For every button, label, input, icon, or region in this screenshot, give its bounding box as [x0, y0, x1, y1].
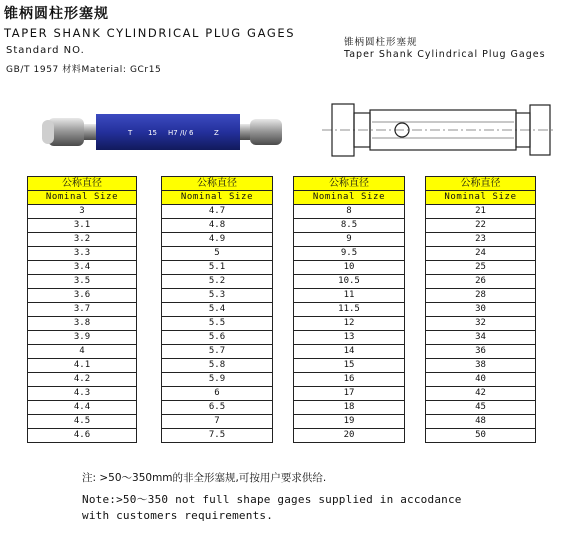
header-en: Nominal Size: [28, 191, 137, 205]
table-row: [426, 331, 536, 345]
size-cell: 3.3: [28, 247, 137, 261]
table-row: [426, 429, 536, 443]
table-row: [426, 373, 536, 387]
size-cell: 40: [426, 373, 536, 387]
plug-gage-drawing: [320, 100, 555, 160]
note-en-line-2: with customers requirements.: [82, 509, 274, 522]
table-row: [28, 261, 137, 275]
table-row: [426, 359, 536, 373]
size-cell: 3.8: [28, 317, 137, 331]
size-cell: 4: [28, 345, 137, 359]
drawing-title-en: Taper Shank Cylindrical Plug Gages: [344, 49, 546, 60]
size-cell: 25: [426, 261, 536, 275]
table-row: [294, 275, 405, 289]
size-cell: 20: [294, 429, 405, 443]
table-row: [294, 387, 405, 401]
table-row: [294, 415, 405, 429]
size-cell: 5.7: [162, 345, 273, 359]
table-row: [426, 345, 536, 359]
size-cell: 3: [28, 205, 137, 219]
size-cell: 4.1: [28, 359, 137, 373]
size-cell: 4.3: [28, 387, 137, 401]
size-cell: 36: [426, 345, 536, 359]
table-row: [294, 345, 405, 359]
size-cell: 3.6: [28, 289, 137, 303]
table-row: [28, 219, 137, 233]
size-cell: 5.2: [162, 275, 273, 289]
table-row: [426, 303, 536, 317]
size-cell: 7: [162, 415, 273, 429]
header-cn: 公称直径: [294, 177, 405, 191]
handle-marking-t: T: [128, 129, 133, 137]
table-row: [426, 233, 536, 247]
table-row: [294, 303, 405, 317]
table-row: [426, 205, 536, 219]
size-cell: 38: [426, 359, 536, 373]
table-row: [294, 233, 405, 247]
size-cell: 42: [426, 387, 536, 401]
size-cell: 5: [162, 247, 273, 261]
table-row: [28, 401, 137, 415]
table-row: [426, 317, 536, 331]
size-cell: 48: [426, 415, 536, 429]
size-cell: 32: [426, 317, 536, 331]
size-cell: 11: [294, 289, 405, 303]
table-row: [162, 331, 273, 345]
handle-marking-size: 15: [148, 129, 157, 137]
table-row: [294, 261, 405, 275]
header-en: Nominal Size: [294, 191, 405, 205]
size-cell: 15: [294, 359, 405, 373]
size-cell: 5.9: [162, 373, 273, 387]
table-row: [28, 373, 137, 387]
header-cn: 公称直径: [28, 177, 137, 191]
size-cell: 6.5: [162, 401, 273, 415]
table-row: [162, 387, 273, 401]
table-row: [28, 289, 137, 303]
size-cell: 4.8: [162, 219, 273, 233]
table-header-row-cn: [426, 177, 536, 191]
drawing-title: [344, 37, 546, 61]
table-row: [162, 247, 273, 261]
size-cell: 4.6: [28, 429, 137, 443]
size-cell: 7.5: [162, 429, 273, 443]
size-cell: 50: [426, 429, 536, 443]
size-cell: 4.5: [28, 415, 137, 429]
handle-marking-tolerance: H7 /I/ 6: [168, 129, 194, 137]
size-cell: 4.4: [28, 401, 137, 415]
table-row: [426, 247, 536, 261]
table-row: [162, 317, 273, 331]
table-row: [162, 205, 273, 219]
standard-label: Standard NO.: [6, 45, 85, 56]
size-cell: 5.1: [162, 261, 273, 275]
size-cell: 8: [294, 205, 405, 219]
size-cell: 19: [294, 415, 405, 429]
table-header-row-en: [294, 191, 405, 205]
size-cell: 9: [294, 233, 405, 247]
size-cell: 3.9: [28, 331, 137, 345]
size-cell: 10: [294, 261, 405, 275]
size-cell: 10.5: [294, 275, 405, 289]
size-cell: 5.4: [162, 303, 273, 317]
size-cell: 23: [426, 233, 536, 247]
table-row: [162, 345, 273, 359]
size-cell: 4.7: [162, 205, 273, 219]
page-title-en: TAPER SHANK CYLINDRICAL PLUG GAGES: [4, 26, 296, 40]
table-row: [162, 303, 273, 317]
size-cell: 13: [294, 331, 405, 345]
size-cell: 3.4: [28, 261, 137, 275]
size-cell: 5.8: [162, 359, 273, 373]
size-cell: 21: [426, 205, 536, 219]
table-row: [426, 219, 536, 233]
handle-marking-z: Z: [214, 129, 219, 137]
table-row: [28, 429, 137, 443]
size-cell: 18: [294, 401, 405, 415]
size-cell: 9.5: [294, 247, 405, 261]
size-cell: 34: [426, 331, 536, 345]
standard-value: GB/T 1957 材料Material: GCr15: [6, 65, 162, 75]
size-cell: 45: [426, 401, 536, 415]
size-cell: 4.2: [28, 373, 137, 387]
table-header-row-cn: [294, 177, 405, 191]
table-row: [28, 233, 137, 247]
plug-gage-photo: [40, 108, 285, 156]
table-row: [162, 359, 273, 373]
table-row: [294, 205, 405, 219]
size-cell: 3.1: [28, 219, 137, 233]
size-cell: 24: [426, 247, 536, 261]
header-cn: 公称直径: [426, 177, 536, 191]
size-cell: 22: [426, 219, 536, 233]
size-table-2: [161, 176, 273, 443]
note-en: [82, 492, 462, 524]
table-row: [162, 401, 273, 415]
table-row: [426, 387, 536, 401]
table-row: [162, 261, 273, 275]
table-row: [294, 247, 405, 261]
size-cell: 26: [426, 275, 536, 289]
size-cell: 14: [294, 345, 405, 359]
size-cell: 28: [426, 289, 536, 303]
table-row: [162, 219, 273, 233]
table-row: [162, 233, 273, 247]
table-row: [294, 401, 405, 415]
size-table-1: [27, 176, 137, 443]
table-header-row-en: [426, 191, 536, 205]
size-cell: 30: [426, 303, 536, 317]
size-cell: 3.2: [28, 233, 137, 247]
table-row: [162, 429, 273, 443]
size-cell: 11.5: [294, 303, 405, 317]
no-go-end-cylinder: [250, 119, 282, 145]
table-row: [294, 317, 405, 331]
size-cell: 4.9: [162, 233, 273, 247]
table-row: [294, 331, 405, 345]
size-cell: 5.3: [162, 289, 273, 303]
table-row: [294, 219, 405, 233]
note-en-line-1: Note:>50～350 not full shape gages supplied in accodance: [82, 493, 462, 506]
table-header-row-en: [28, 191, 137, 205]
size-table-4: [425, 176, 536, 443]
table-row: [28, 415, 137, 429]
header-en: Nominal Size: [426, 191, 536, 205]
size-cell: 16: [294, 373, 405, 387]
header-cn: 公称直径: [162, 177, 273, 191]
size-cell: 3.7: [28, 303, 137, 317]
table-row: [162, 415, 273, 429]
size-cell: 3.5: [28, 275, 137, 289]
table-row: [294, 429, 405, 443]
table-row: [28, 205, 137, 219]
table-header-row-cn: [28, 177, 137, 191]
table-row: [162, 275, 273, 289]
table-row: [426, 401, 536, 415]
table-header-row-en: [162, 191, 273, 205]
table-row: [294, 373, 405, 387]
table-row: [426, 261, 536, 275]
size-cell: 17: [294, 387, 405, 401]
table-row: [28, 317, 137, 331]
table-row: [28, 303, 137, 317]
size-cell: 5.5: [162, 317, 273, 331]
size-cell: 8.5: [294, 219, 405, 233]
table-row: [28, 247, 137, 261]
size-cell: 12: [294, 317, 405, 331]
table-row: [162, 373, 273, 387]
page-title-cn: 锥柄圆柱形塞规: [4, 6, 109, 22]
table-header-row-cn: [162, 177, 273, 191]
table-row: [28, 387, 137, 401]
size-cell: 6: [162, 387, 273, 401]
table-row: [28, 331, 137, 345]
table-row: [426, 415, 536, 429]
table-row: [426, 275, 536, 289]
table-row: [294, 289, 405, 303]
size-table-3: [293, 176, 405, 443]
table-row: [294, 359, 405, 373]
drawing-title-cn: 锥柄圆柱形塞规: [344, 37, 418, 48]
header-en: Nominal Size: [162, 191, 273, 205]
table-row: [28, 275, 137, 289]
table-row: [28, 345, 137, 359]
table-row: [426, 289, 536, 303]
note-cn: 注: >50～350mm的非全形塞规,可按用户要求供给.: [82, 472, 327, 484]
table-row: [28, 359, 137, 373]
table-row: [162, 289, 273, 303]
size-cell: 5.6: [162, 331, 273, 345]
